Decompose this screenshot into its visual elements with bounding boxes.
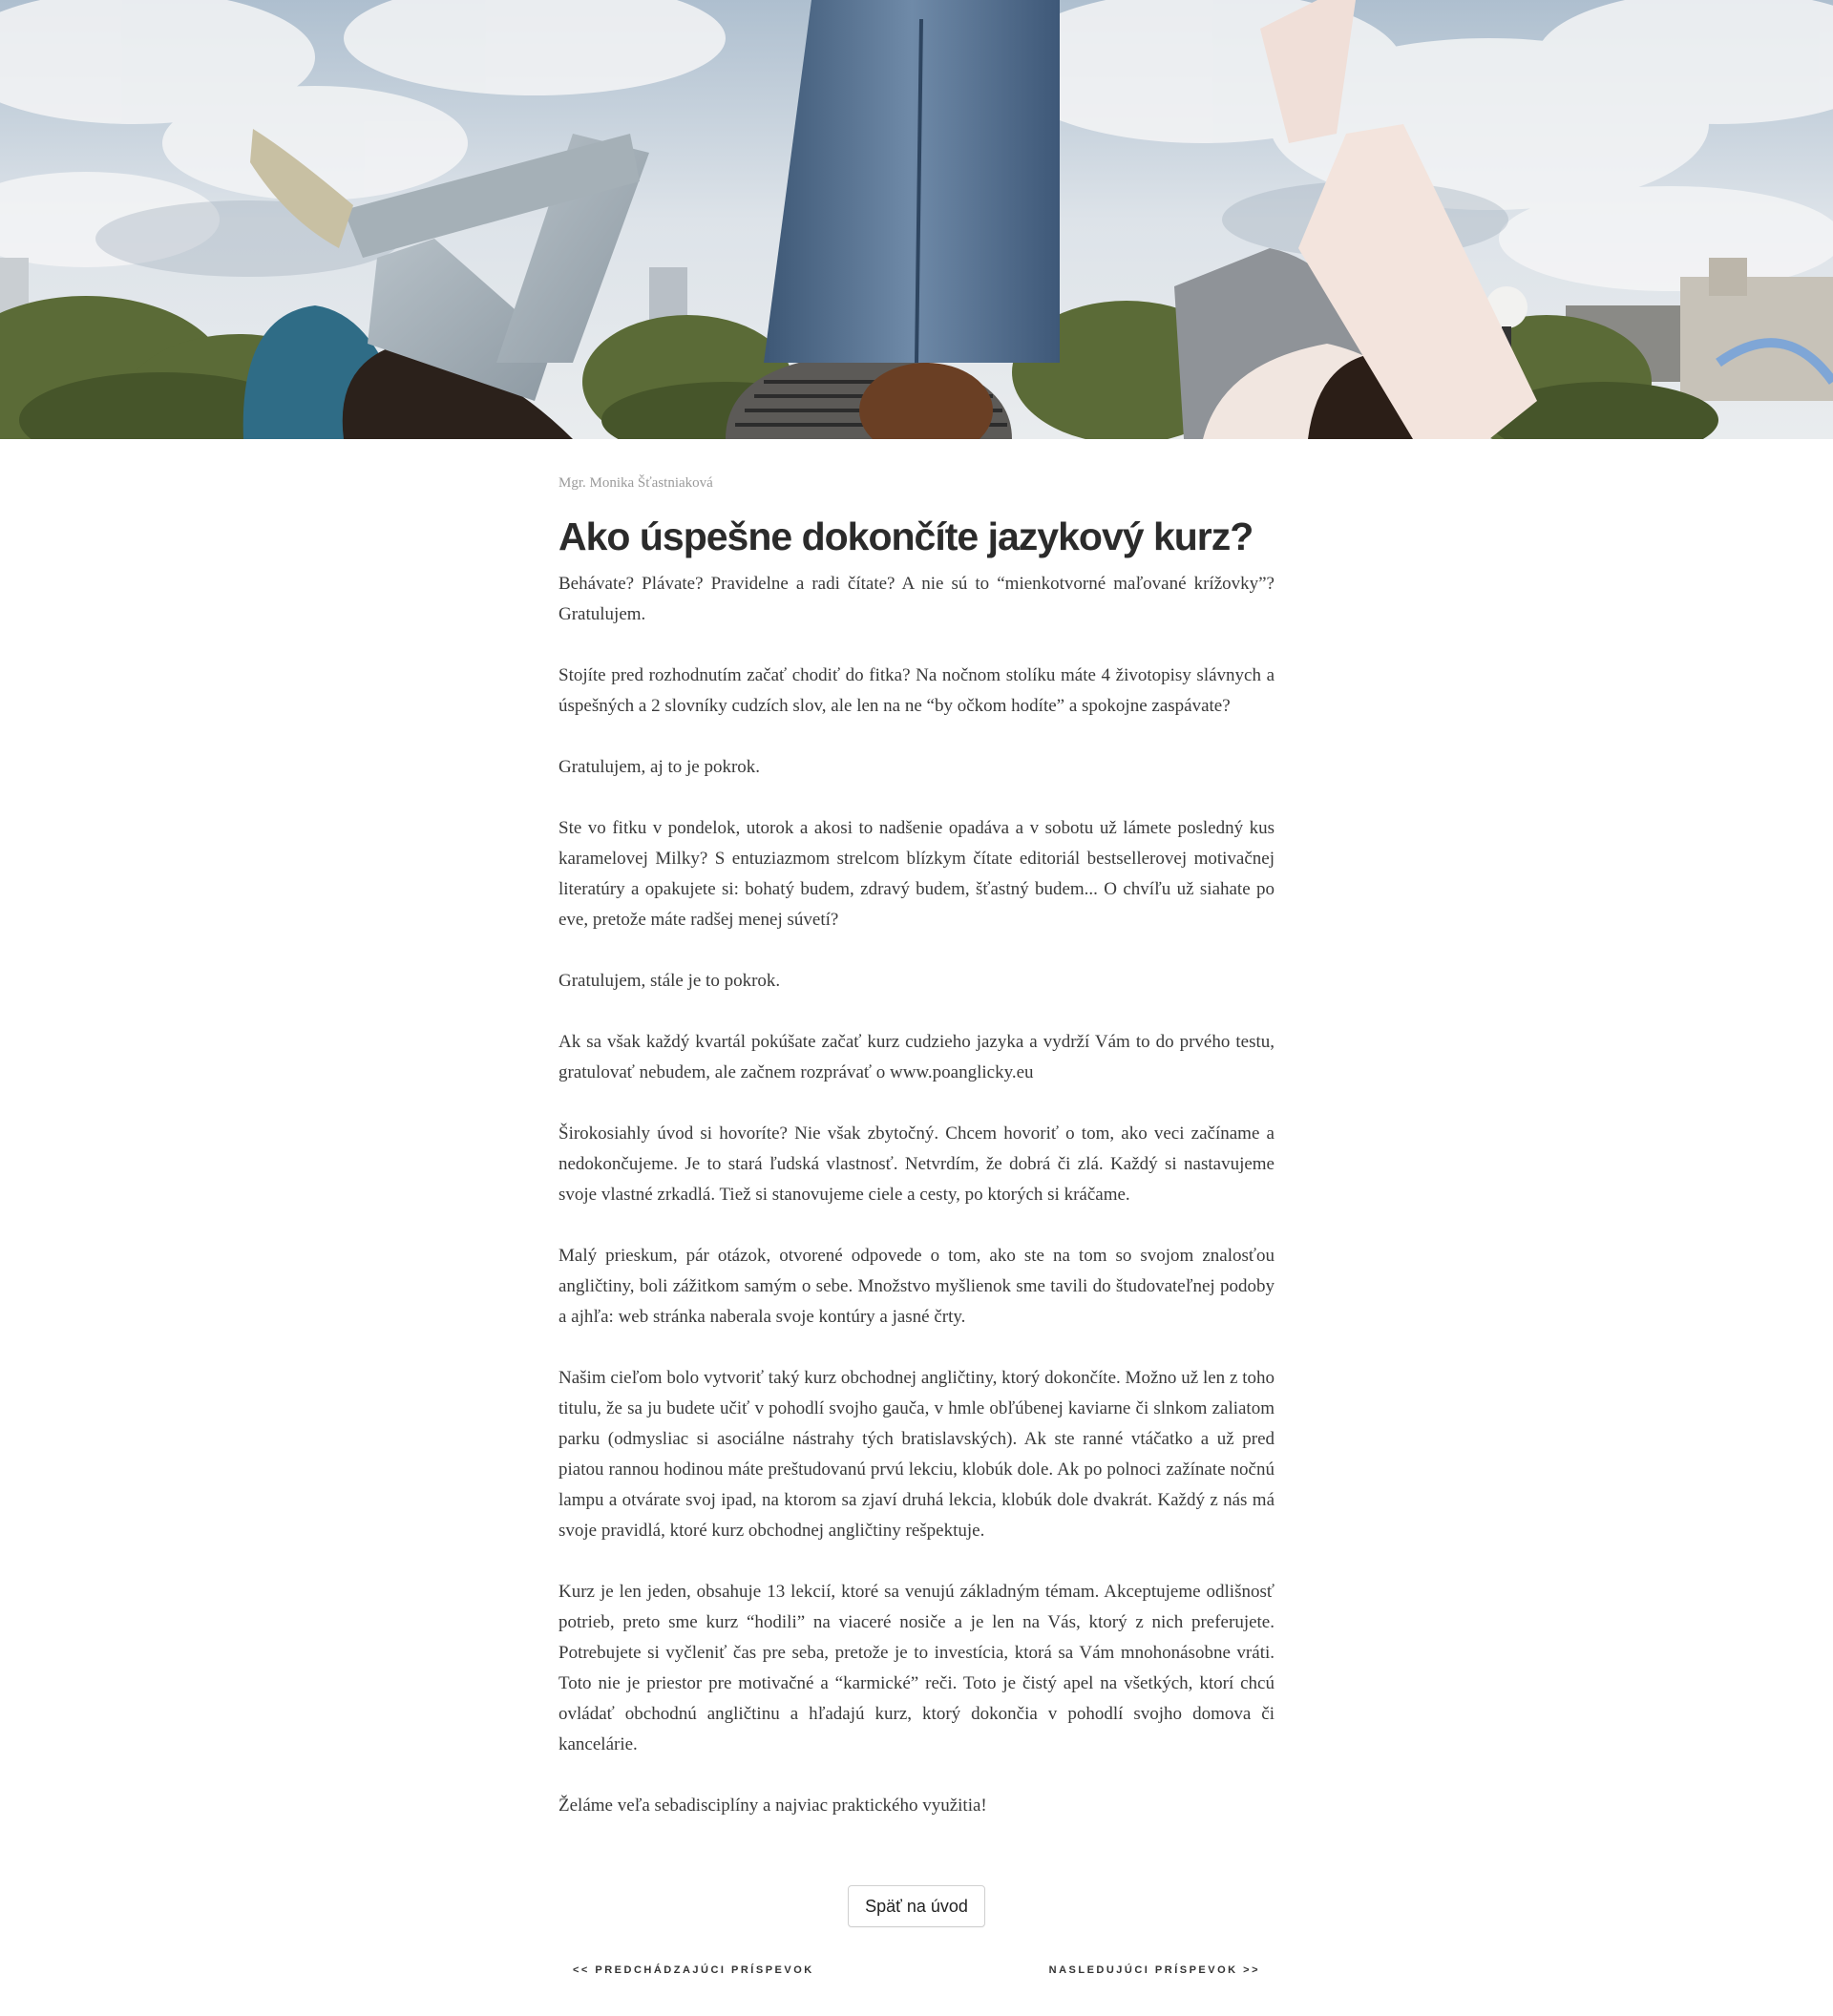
post-navigation (573, 1964, 1260, 1984)
article-title: Ako úspešne dokončíte jazykový kurz? (558, 514, 1254, 558)
article-paragraph: Gratulujem, stále je to pokrok. (558, 971, 781, 991)
article-body (558, 569, 1275, 1821)
article-paragraph: Gratulujem, aj to je pokrok. (558, 757, 761, 777)
article (558, 439, 1275, 1821)
next-post-link[interactable]: NASLEDUJÚCI PRÍSPEVOK >> (1048, 1964, 1260, 1976)
author-name: Mgr. Monika Šťastniaková (558, 475, 713, 491)
article-paragraph: Stojíte pred rozhodnutím začať chodiť do fitka? Na nočnom stolíku máte 4 životopisy slávnych a úspešných a 2 slovníky cudzích slov, ale len na ne “by očkom hodíte” a spokojne zaspávate? (558, 665, 1275, 716)
article-paragraph: Ste vo fitku v pondelok, utorok a akosi to nadšenie opadáva a v sobotu už lámete posledný kus karamelovej Milky? S entuziazmom strelcom blízkym čítate editoriál bestsellerovej motivačnej literatúry a opakujete si: bohatý budem, zdravý budem, šťastný budem... O chvíľu už siahate po eve, pretože máte radšej menej súvetí? (558, 818, 1275, 930)
article-paragraph: Širokosiahly úvod si hovoríte? Nie však zbytočný. Chcem hovoriť o tom, ako veci začíname a nedokončujeme. Je to stará ľudská vlastnosť. Netvrdím, že dobrá či zlá. Každý si nastavujeme svoje vlastné zrkadlá. Tiež si stanovujeme ciele a cesty, po ktorých si kráčame. (558, 1124, 1275, 1205)
previous-post-link[interactable]: << PREDCHÁDZAJÚCI PRÍSPEVOK (573, 1964, 814, 1976)
article-paragraph: Kurz je len jeden, obsahuje 13 lekcií, ktoré sa venujú základným témam. Akceptujeme odlišnosť potrieb, preto sme kurz “hodili” na viaceré nosiče a je len na Vás, ktorý z nich preferujete. Potrebujete si vyčleniť čas pre seba, pretože je to investícia, ktorá sa Vám mnohonásobne vráti. Toto nie je priestor pre motivačné a “karmické” reči. Toto je čistý apel na všetkých, ktorí chcú ovládať obchodnú angličtinu a hľadajú kurz, ktorý dokončia v pohodlí svojho domova či kancelárie. (558, 1582, 1275, 1754)
article-paragraph: Našim cieľom bolo vytvoriť taký kurz obchodnej angličtiny, ktorý dokončíte. Možno už len z toho titulu, že sa ju budete učiť v pohodlí svojho gauča, v hmle obľúbenej kaviarne či slnkom zaliatom parku (odmysliac si asociálne nástrahy tých bratislavských). Ak ste ranné vtáčatko a už pred piatou rannou hodinou máte preštudovanú prvú lekciu, klobúk dole. Ak po polnoci zažínate nočnú lampu a otvárate svoj ipad, na ktorom sa zjaví druhá lekcia, klobúk dole dvakrát. Každý z nás má svoje pravidlá, ktoré kurz obchodnej angličtiny rešpektuje. (558, 1368, 1275, 1541)
hero-image (0, 0, 1833, 439)
back-to-home-button[interactable]: Späť na úvod (848, 1885, 985, 1927)
article-paragraph: Behávate? Plávate? Pravidelne a radi čítate? A nie sú to “mienkotvorné maľované krížovky”? Gratulujem. (558, 574, 1275, 624)
back-button-container (0, 1885, 1833, 1927)
article-paragraph: Želáme veľa sebadisciplíny a najviac praktického využitia! (558, 1796, 987, 1816)
hero-photo-illustration (0, 0, 1833, 439)
article-paragraph: Malý prieskum, pár otázok, otvorené odpovede o tom, ako ste na tom so svojom znalosťou angličtiny, boli zážitkom samým o sebe. Množstvo myšlienok sme tavili do študovateľnej podoby a ajhľa: web stránka naberala svoje kontúry a jasné črty. (558, 1246, 1275, 1327)
article-paragraph: Ak sa však každý kvartál pokúšate začať kurz cudzieho jazyka a vydrží Vám to do prvého testu, gratulovať nebudem, ale začnem rozprávať o www.poanglicky.eu (558, 1032, 1275, 1082)
